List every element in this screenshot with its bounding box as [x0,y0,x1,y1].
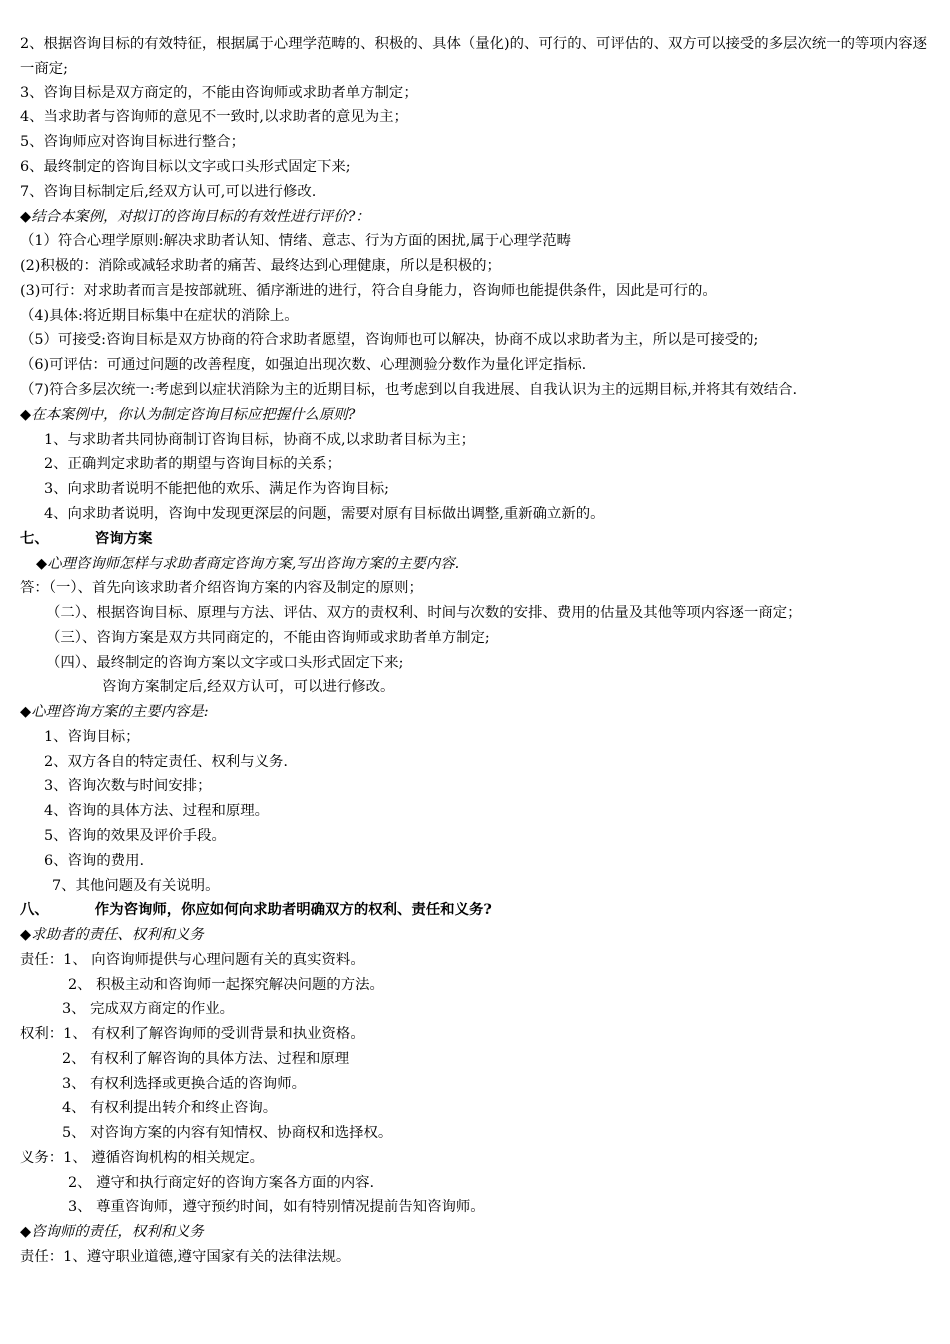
evaluation-item-7: （7)符合多层次统一:考虑到以症状消除为主的近期目标，也考虑到以自我进展、自我认识为主的远期目标,并将其有效结合. [20,382,798,398]
section-8-number: 八、 [20,901,49,918]
principle-item-1: 1、与求助者共同协商制订咨询目标，协商不成,以求助者目标为主； [44,432,476,448]
plan-content-item-2: 2、双方各自的特定责任、权利与义务. [44,754,288,770]
evaluation-item-3: (3)可行：对求助者而言是按部就班、循序渐进的进行，符合自身能力，咨询师也能提供条件，因此是可行的。 [20,283,717,299]
plan-content-item-6: 6、咨询的费用. [44,853,145,869]
question-goal-principles: ◆在本案例中，你认为制定咨询目标应把握什么原则? [20,407,356,423]
answer-step-note: 咨询方案制定后,经双方认可，可以进行修改。 [102,679,395,695]
goal-principle-2: 2、根据咨询目标的有效特征，根据属于心理学范畴的、积极的、具体（量化)的、可行的、可评估的、双方可以接受的多层次统一的等项内容逐一商定; [20,36,927,77]
answer-step-1: 答：（一）、首先向该求助者介绍咨询方案的内容及制定的原则； [20,580,423,596]
answer-step-3: （三）、咨询方案是双方共同商定的，不能由咨询师或求助者单方制定; [46,630,490,646]
principle-item-4: 4、向求助者说明，咨询中发现更深层的问题，需要对原有目标做出调整,重新确立新的。 [44,506,605,522]
plan-content-item-3: 3、咨询次数与时间安排； [44,778,212,794]
client-responsibility-3: 3、 完成双方商定的作业。 [62,1001,235,1017]
answer-step-2: （二）、根据咨询目标、原理与方法、评估、双方的责权利、时间与次数的安排、费用的估量及其他等项内容逐一商定； [46,605,802,621]
client-right-2: 2、 有权利了解咨询的具体方法、过程和原理 [62,1051,350,1067]
principle-item-2: 2、正确判定求助者的期望与咨询目标的关系； [44,456,341,472]
evaluation-item-4: （4)具体:将近期目标集中在症状的消除上。 [20,308,299,324]
goal-principle-3: 3、咨询目标是双方商定的，不能由咨询师或求助者单方制定； [20,85,418,101]
goal-principle-7: 7、咨询目标制定后,经双方认可,可以进行修改. [20,184,317,200]
plan-content-item-7: 7、其他问题及有关说明。 [52,878,220,894]
client-duty-1: 义务：1、 遵循咨询机构的相关规定。 [20,1150,264,1166]
question-plan-content: ◆心理咨询师怎样与求助者商定咨询方案,写出咨询方案的主要内容. [36,556,460,572]
goal-principle-6: 6、最终制定的咨询目标以文字或口头形式固定下来; [20,159,351,175]
section-7-heading [20,527,152,552]
answer-step-4: （四）、最终制定的咨询方案以文字或口头形式固定下来; [46,655,404,671]
section-7-title: 咨询方案 [94,530,153,547]
client-right-3: 3、 有权利选择或更换合适的咨询师。 [62,1076,306,1092]
client-right-5: 5、 对咨询方案的内容有知情权、协商权和选择权。 [62,1125,393,1141]
section-8-title: 作为咨询师，你应如何向求助者明确双方的权利、责任和义务? [94,901,492,918]
client-right-1: 权利：1、 有权利了解咨询师的受训背景和执业资格。 [20,1026,365,1042]
counselor-rights-heading: ◆咨询师的责任，权利和义务 [20,1224,204,1240]
goal-principle-5: 5、咨询师应对咨询目标进行整合； [20,134,246,150]
section-8-heading [20,898,492,923]
client-duty-2: 2、 遵守和执行商定好的咨询方案各方面的内容. [68,1175,375,1191]
client-rights-heading: ◆求助者的责任、权利和义务 [20,927,204,943]
section-7-number: 七、 [20,530,49,547]
counselor-responsibility-1: 责任：1、遵守职业道德,遵守国家有关的法律法规。 [20,1249,351,1265]
client-responsibility-1: 责任：1、 向咨询师提供与心理问题有关的真实资料。 [20,952,365,968]
question-evaluate-goals: ◆结合本案例，对拟订的咨询目标的有效性进行评价?： [20,209,370,225]
plan-content-item-5: 5、咨询的效果及评价手段。 [44,828,226,844]
evaluation-item-6: （6)可评估：可通过问题的改善程度，如强迫出现次数、心理测验分数作为量化评定指标. [20,357,587,373]
plan-content-item-4: 4、咨询的具体方法、过程和原理。 [44,803,270,819]
client-right-4: 4、 有权利提出转介和终止咨询。 [62,1100,278,1116]
evaluation-item-5: （5）可接受:咨询目标是双方协商的符合求助者愿望，咨询师也可以解决，协商不成以求助者为主，所以是可接受的; [20,332,759,348]
plan-content-heading: ◆心理咨询方案的主要内容是: [20,704,209,720]
client-responsibility-2: 2、 积极主动和咨询师一起探究解决问题的方法。 [68,977,384,993]
goal-principle-4: 4、当求助者与咨询师的意见不一致时,以求助者的意见为主； [20,109,408,125]
evaluation-item-2: (2)积极的：消除或减轻求助者的痛苦、最终达到心理健康，所以是积极的； [20,258,501,274]
evaluation-item-1: （1）符合心理学原则:解决求助者认知、情绪、意志、行为方面的困扰,属于心理学范畴 [20,233,572,249]
client-duty-3: 3、 尊重咨询师，遵守预约时间，如有特别情况提前告知咨询师。 [68,1199,485,1215]
principle-item-3: 3、向求助者说明不能把他的欢乐、满足作为咨询目标; [44,481,389,497]
plan-content-item-1: 1、咨询目标； [44,729,140,745]
